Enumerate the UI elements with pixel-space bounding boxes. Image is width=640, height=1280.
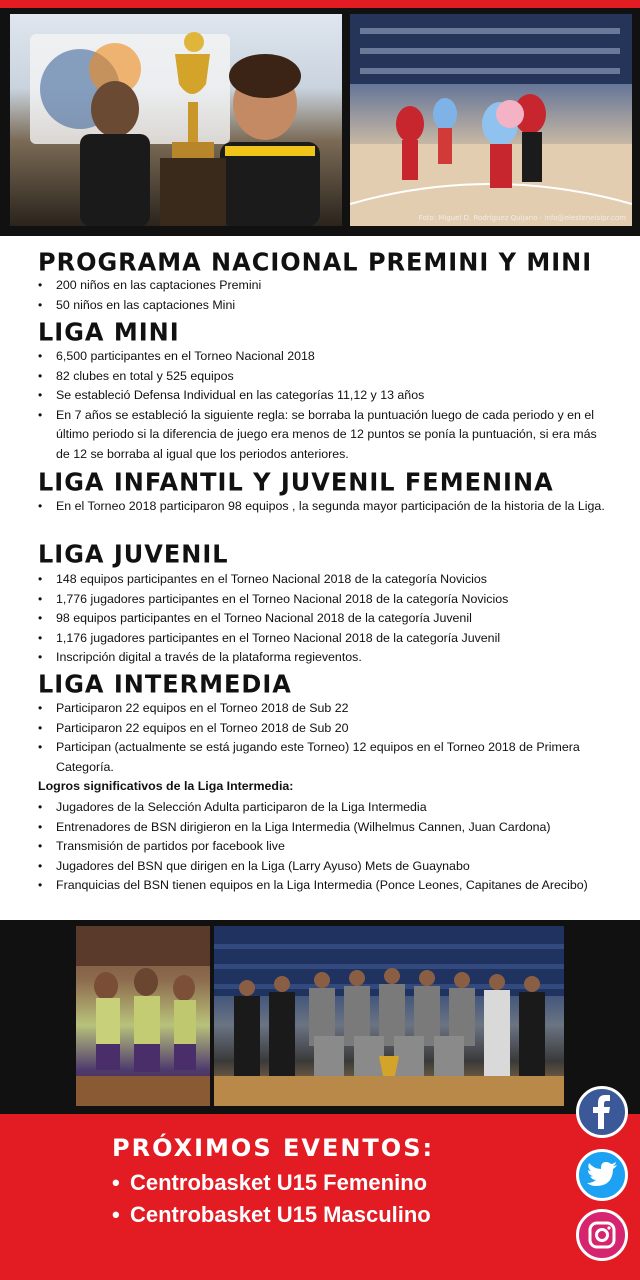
list-item: • Entrenadores de BSN dirigieron en la Liga Intermedia (Wilhelmus Cannen, Juan Cardona) bbox=[38, 818, 608, 838]
section-title-liga-intermedia: LIGA INTERMEDIA bbox=[38, 669, 292, 699]
premini-list bbox=[38, 276, 608, 315]
list-item: • Inscripción digital a través de la plataforma regieventos. bbox=[38, 648, 608, 668]
list-item: • Participaron 22 equipos en el Torneo 2018 de Sub 22 bbox=[38, 699, 608, 719]
list-item: • 50 niños en las captaciones Mini bbox=[38, 296, 608, 316]
list-item: • 1,776 jugadores participantes en el Torneo Nacional 2018 de la categoría Novicios bbox=[38, 590, 608, 610]
list-item: • 1,176 jugadores participantes en el Torneo Nacional 2018 de la categoría Juvenil bbox=[38, 629, 608, 649]
twitter-icon bbox=[587, 1162, 617, 1188]
list-item: • 148 equipos participantes en el Torneo Nacional 2018 de la categoría Novicios bbox=[38, 570, 608, 590]
photo-credit: Foto: Miguel D. Rodríguez Quijano - info@elesteneisipr.com bbox=[418, 214, 626, 222]
list-item: • 6,500 participantes en el Torneo Nacional 2018 bbox=[38, 347, 608, 367]
event-bullet: • bbox=[112, 1170, 120, 1195]
team-celebration-photo bbox=[76, 926, 210, 1106]
top-accent-bar bbox=[0, 0, 640, 8]
instagram-link[interactable] bbox=[576, 1209, 628, 1261]
event-item bbox=[112, 1170, 427, 1196]
event-label: Centrobasket U15 Masculino bbox=[130, 1202, 431, 1227]
liga-juvenil-list bbox=[38, 570, 608, 668]
list-item: • Se estableció Defensa Individual en las categorías 11,12 y 13 años bbox=[38, 386, 608, 406]
event-label: Centrobasket U15 Femenino bbox=[130, 1170, 428, 1195]
team-group-illustration bbox=[214, 926, 564, 1106]
section-title-liga-mini: LIGA MINI bbox=[38, 317, 180, 347]
facebook-icon bbox=[589, 1095, 615, 1129]
event-bullet: • bbox=[112, 1202, 120, 1227]
main-content bbox=[0, 236, 640, 920]
list-item: • Franquicias del BSN tienen equipos en la Liga Intermedia (Ponce Leones, Capitanes de Arecibo) bbox=[38, 876, 608, 896]
list-item: • 82 clubes en total y 525 equipos bbox=[38, 367, 608, 387]
girls-basketball-illustration bbox=[350, 14, 632, 226]
list-item: • En 7 años se estableció la siguiente regla: se borraba la puntuación luego de cada periodo y en el último periodo si la diferencia de juego era menos de 12 puntos se ponía la puntuación, si era más de 12 se borraba al igual que los periodos anteriores. bbox=[38, 406, 608, 465]
team-group-photo bbox=[214, 926, 564, 1106]
list-item: • Participan (actualmente se está jugando este Torneo) 12 equipos en el Torneo 2018 de Primera Categoría. bbox=[38, 738, 608, 777]
achievements-list bbox=[38, 798, 608, 896]
list-item: • 98 equipos participantes en el Torneo Nacional 2018 de la categoría Juvenil bbox=[38, 609, 608, 629]
section-title-premini: PROGRAMA NACIONAL PREMINI Y MINI bbox=[38, 247, 593, 277]
achievements-heading: Logros significativos de la Liga Intermedia: bbox=[38, 779, 294, 793]
list-item: • En el Torneo 2018 participaron 98 equipos , la segunda mayor participación de la historia de la Liga. bbox=[38, 497, 608, 517]
section-title-infantil-femenina: LIGA INFANTIL Y JUVENIL FEMENINA bbox=[38, 467, 554, 497]
infantil-femenina-list bbox=[38, 497, 608, 517]
trophy-photo-illustration bbox=[10, 14, 342, 226]
list-item: • 200 niños en las captaciones Premini bbox=[38, 276, 608, 296]
liga-mini-list bbox=[38, 347, 608, 465]
twitter-link[interactable] bbox=[576, 1149, 628, 1201]
list-item: • Transmisión de partidos por facebook live bbox=[38, 837, 608, 857]
liga-intermedia-list bbox=[38, 699, 608, 777]
girls-basketball-photo bbox=[350, 14, 632, 226]
list-item: • Jugadores del BSN que dirigen en la Liga (Larry Ayuso) Mets de Guaynabo bbox=[38, 857, 608, 877]
instagram-icon bbox=[588, 1221, 616, 1249]
events-title: PRÓXIMOS EVENTOS: bbox=[112, 1134, 435, 1162]
section-title-liga-juvenil: LIGA JUVENIL bbox=[38, 539, 229, 569]
facebook-link[interactable] bbox=[576, 1086, 628, 1138]
event-item bbox=[112, 1202, 431, 1228]
trophy-photo bbox=[10, 14, 342, 226]
list-item: • Jugadores de la Selección Adulta participaron de la Liga Intermedia bbox=[38, 798, 608, 818]
team-celebration-illustration bbox=[76, 926, 210, 1106]
list-item: • Participaron 22 equipos en el Torneo 2018 de Sub 20 bbox=[38, 719, 608, 739]
